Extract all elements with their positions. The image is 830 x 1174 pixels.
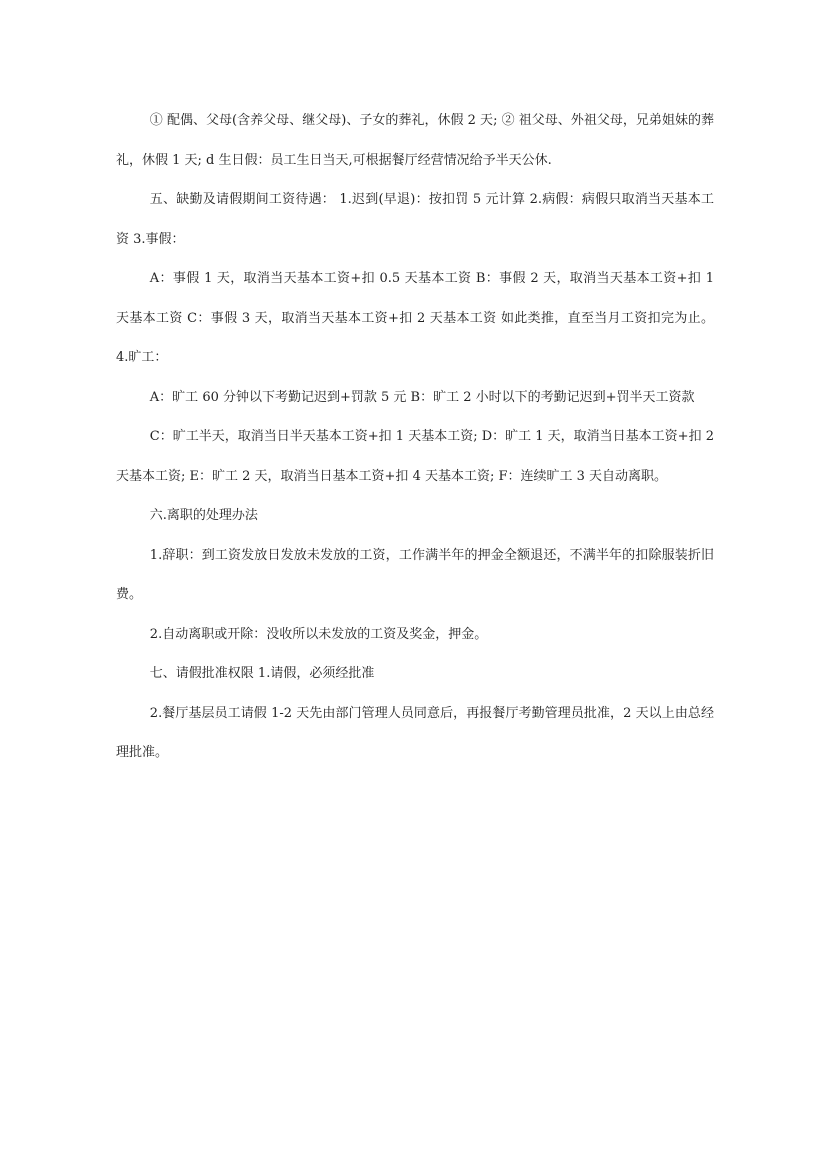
paragraph-section-5-wages: 五、缺勤及请假期间工资待遇： 1.迟到(早退)：按扣罚 5 元计算 2.病假：病假只取消当天基本工资 3.事假：	[116, 192, 714, 247]
paragraph-dismissal: 2.自动离职或开除：没收所以未发放的工资及奖金，押金。	[149, 626, 488, 642]
paragraph-absence-ab: A：旷工 60 分钟以下考勤记迟到+罚款 5 元 B：旷工 2 小时以下的考勤记迟到+罚半天工资款	[149, 389, 695, 405]
paragraph-approval: 2.餐厅基层员工请假 1-2 天先由部门管理人员同意后，再报餐厅考勤管理员批准，2 天以上由总经理批准。	[116, 705, 714, 760]
heading-section-7: 七、请假批准权限 1.请假，必须经批准	[149, 666, 375, 681]
paragraph-funeral-leave: ① 配偶、父母(含养父母、继父母)、子女的葬礼，休假 2 天; ② 祖父母、外祖父母，兄弟姐妹的葬礼，休假 1 天; d 生日假：员工生日当天,可根据餐厅经营情况给予半天公休.	[116, 113, 714, 168]
paragraph-absence-cdef: C：旷工半天，取消当日半天基本工资+扣 1 天基本工资; D：旷工 1 天，取消当日基本工资+扣 2 天基本工资; E：旷工 2 天，取消当日基本工资+扣 4 天基本工资; F：连续旷工 3 天自动离职。	[116, 429, 714, 484]
document-page	[116, 101, 714, 773]
paragraph-resignation: 1.辞职：到工资发放日发放未发放的工资，工作满半年的押金全额退还，不满半年的扣除服装折旧费。	[116, 547, 714, 602]
heading-section-6: 六.离职的处理办法	[149, 508, 258, 523]
paragraph-personal-leave: A：事假 1 天，取消当天基本工资+扣 0.5 天基本工资 B：事假 2 天，取消当天基本工资+扣 1 天基本工资 C：事假 3 天，取消当天基本工资+扣 2 天基本工资 如此类推，直至当月工资扣完为止。 4.旷工：	[116, 271, 714, 365]
